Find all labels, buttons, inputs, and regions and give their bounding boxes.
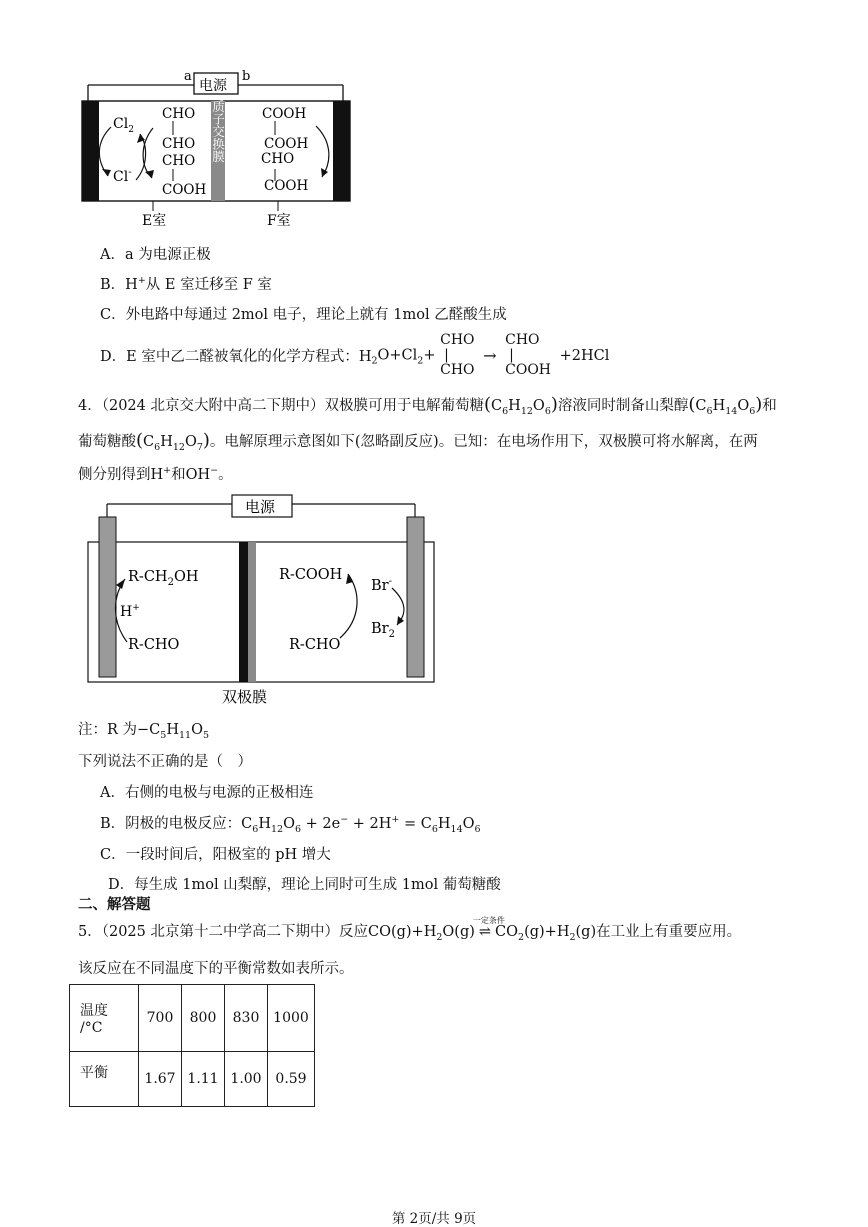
- q5-stem-line-2: 该反应在不同温度下的平衡常数如表所示。: [78, 961, 354, 977]
- terminal-a-label: a: [184, 69, 192, 84]
- electrolysis-diagram-1: [78, 64, 358, 234]
- option-d: D．E 室中乙二醛被氧化的化学方程式：$H_2O+Cl_2+$ CHO | CHO → CHO | COOH +2HCl: [100, 332, 610, 378]
- terminal-b-label: b: [242, 69, 251, 84]
- carboxylic-acid-label: R-COOH: [279, 567, 343, 583]
- bipolar-membrane-dark: [239, 542, 248, 682]
- cell-outline: [88, 542, 434, 682]
- table-row: [70, 1052, 315, 1107]
- q4-stem-line-1: 4．（2024 北京交大附中高二下期中）双极膜可用于电解葡萄糖$(C_6H_{12}O_6)$溶液同时制备山梨醇$(C_6H_{14}O_6)$和: [78, 394, 777, 417]
- bipolar-membrane-label: 双极膜: [222, 688, 268, 706]
- electrolysis-diagram-2: [82, 492, 442, 710]
- q4-stem-line-2: 葡萄糖酸$(C_6H_{12}O_7)$。电解原理示意图如下(忽略副反应)。已知：在电场作用下，双极膜可将水解离，在两: [78, 430, 758, 453]
- q4-stem-line-3: 侧分别得到H+和OH−。: [78, 465, 233, 483]
- option-b: B．H+从 E 室迁移至 F 室: [100, 275, 272, 293]
- power-supply-label: 电源: [199, 78, 227, 94]
- right-aldehyde-label: R-CHO: [289, 637, 341, 653]
- right-bottom-formula-2: COOH: [264, 178, 309, 194]
- q4-question: 下列说法不正确的是（ ）: [78, 754, 252, 770]
- arrowhead: [397, 616, 404, 625]
- arrowhead: [321, 168, 328, 177]
- product-formula: CHO | COOH: [505, 332, 552, 378]
- br2-label: $Br_2$: [371, 621, 395, 640]
- table-row: [70, 985, 315, 1052]
- row-label-cell: 平衡: [70, 1052, 139, 1107]
- room-f-label: F室: [267, 213, 291, 229]
- header-temp-cell: 温度 /°C: [70, 985, 139, 1052]
- right-top-formula-2: COOH: [264, 136, 309, 152]
- reactant-formula: CHO | CHO: [440, 332, 475, 378]
- temp-cell: 800: [182, 985, 225, 1052]
- q4-option-d: D．每生成 1mol 山梨醇，理论上同时可生成 1mol 葡萄糖酸: [108, 877, 501, 893]
- left-top-formula-1: CHO: [162, 106, 196, 122]
- br-minus-label: Br-: [371, 576, 392, 594]
- left-top-formula-2: CHO: [162, 136, 196, 152]
- arrowhead: [116, 579, 125, 589]
- q4-option-a: A．右侧的电极与电源的正极相连: [100, 785, 314, 801]
- q4-option-c: C．一段时间后，阳极室的 pH 增大: [100, 847, 331, 863]
- power-supply-label: 电源: [245, 498, 276, 516]
- cl2-label: $Cl_2$: [113, 116, 134, 135]
- option-c: C．外电路中每通过 2mol 电子，理论上就有 1mol 乙醛酸生成: [100, 307, 507, 323]
- room-e-label: E室: [142, 213, 167, 229]
- h-plus-label: H+: [120, 603, 140, 620]
- arrow-cho-to-cooh: [143, 128, 153, 178]
- membrane-label: 质子交换膜: [210, 100, 226, 163]
- right-electrode: [407, 517, 424, 677]
- section-heading: 二、解答题: [78, 896, 151, 913]
- right-electrode: [333, 101, 350, 201]
- left-bottom-formula-1: CHO: [162, 153, 196, 169]
- arrow-cl2-to-cl: [99, 127, 111, 176]
- q5-stem-line-1: 5．（2025 北京第十二中学高二下期中）反应$CO(g)+H_2O(g)$ 一定条件 ⇌ $CO_2(g)+H_2(g)$在工业上有重要应用。: [78, 916, 742, 943]
- value-cell: 1.00: [225, 1052, 268, 1107]
- option-a: A．a 为电源正极: [100, 247, 211, 263]
- sorbitol-group-label: $R-CH_2OH$: [128, 569, 199, 588]
- value-cell: 0.59: [268, 1052, 315, 1107]
- equilibrium-table: [69, 984, 315, 1107]
- temp-cell: 700: [139, 985, 182, 1052]
- q4-option-b: B．阴极的电极反应：$C_6H_{12}O_6 + 2e^- + 2H^+ = C_6H_{14}O_6$: [100, 814, 481, 835]
- bipolar-membrane-light: [248, 542, 256, 682]
- left-bottom-formula-2: COOH: [162, 182, 207, 198]
- q4-note: 注：R 为$-C_5H_{11}O_5$: [78, 722, 210, 741]
- left-electrode: [82, 101, 99, 201]
- right-top-formula-1: COOH: [262, 106, 307, 122]
- left-electrode: [99, 517, 116, 677]
- arrow-cho-to-cooh: [340, 574, 357, 638]
- right-bottom-formula-1: CHO: [261, 151, 295, 167]
- page-footer: 第 2页/共 9页: [391, 1211, 477, 1227]
- cl-minus-label: Cl-: [113, 167, 132, 185]
- value-cell: 1.11: [182, 1052, 225, 1107]
- left-aldehyde-label: R-CHO: [128, 637, 180, 653]
- temp-cell: 1000: [268, 985, 315, 1052]
- temp-cell: 830: [225, 985, 268, 1052]
- value-cell: 1.67: [139, 1052, 182, 1107]
